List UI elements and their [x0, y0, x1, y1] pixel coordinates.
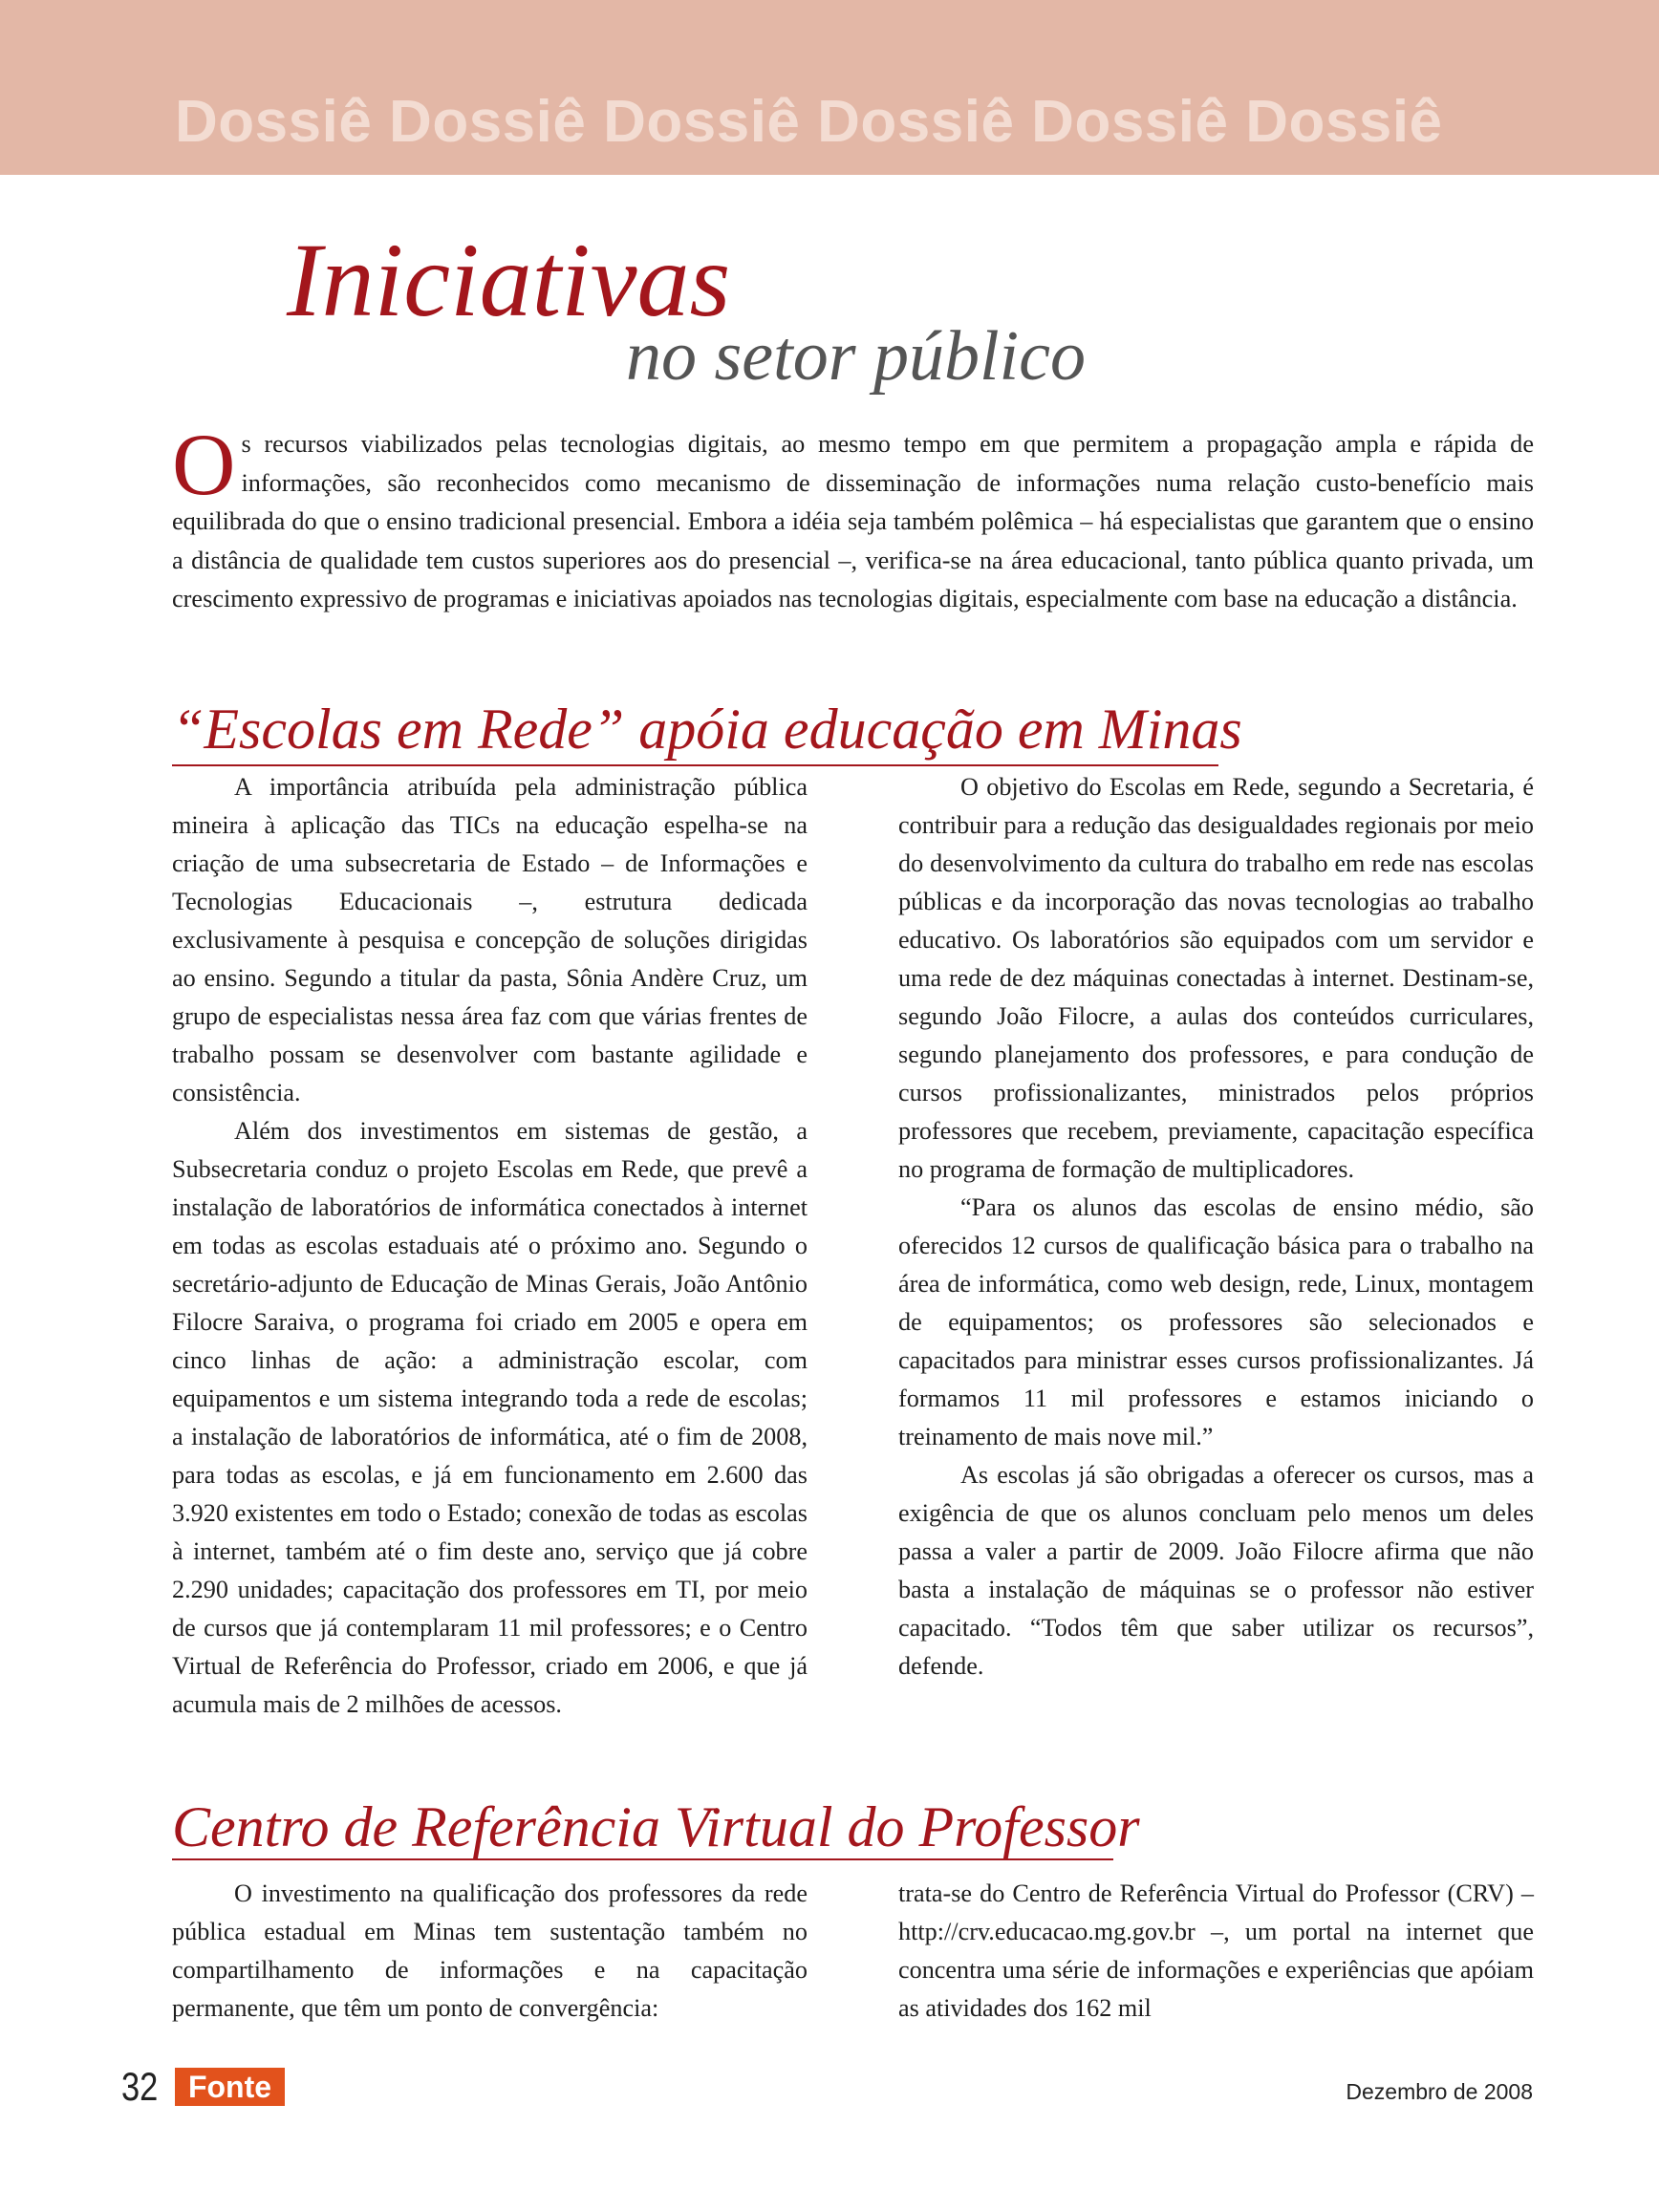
issue-date: Dezembro de 2008 [1346, 2079, 1533, 2104]
column-right [898, 1875, 1534, 2028]
page-title: Iniciativas [287, 222, 731, 338]
paragraph: O objetivo do Escolas em Rede, segundo a Secretaria, é contribuir para a redução das desigualdades regionais por meio do desenvolvimento da cultura do trabalho em rede nas escolas públicas e da incorporação das novas tecnologias ao trabalho educativo. Os laboratórios são equipados com um servidor e uma rede de dez máquinas conectadas à internet. Destinam-se, segundo João Filocre, a aulas dos conteúdos curriculares, segundo planejamento dos professores, e para condução de cursos profissionalizantes, ministrados pelos próprios professores que recebem, previamente, capacitação específica no programa de formação de multiplicadores. [898, 773, 1534, 1183]
column-left [172, 768, 808, 1724]
heading-rule [172, 1858, 1113, 1860]
column-right [898, 768, 1534, 1686]
column-left [172, 1875, 808, 2028]
paragraph: A importância atribuída pela administração pública mineira à aplicação das TICs na educação espelha-se na criação de uma subsecretaria de Estado – de Informações e Tecnologias Educacionais –, estrutura dedicada exclusivamente à pesquisa e concepção de soluções dirigidas ao ensino. Segundo a titular da pasta, Sônia Andère Cruz, um grupo de especialistas nessa área faz com que várias frentes de trabalho possam se desenvolver com bastante agilidade e consistência. [172, 773, 808, 1106]
paragraph: Além dos investimentos em sistemas de gestão, a Subsecretaria conduz o projeto Escolas em Rede, que prevê a instalação de laboratórios de informática conectados à internet em todas as escolas estaduais até o próximo ano. Segundo o secretário-adjunto de Educação de Minas Gerais, João Antônio Filocre Saraiva, o programa foi criado em 2005 e opera em cinco linhas de ação: a administração escolar, com equipamentos e um sistema integrando toda a rede de escolas; a instalação de laboratórios de informática, até o fim de 2008, para todas as escolas, e já em funcionamento em 2.600 das 3.920 existentes em todo o Estado; conexão de todas as escolas à internet, também até o fim deste ano, serviço que já cobre 2.290 unidades; capacitação dos professores em TI, por meio de cursos que já contemplaram 11 mil professores; e o Centro Virtual de Referência do Professor, criado em 2006, e que já acumula mais de 2 milhões de acessos. [172, 1117, 808, 1718]
paragraph: As escolas já são obrigadas a oferecer os cursos, mas a exigência de que os alunos concluam pelo menos um deles passa a valer a partir de 2009. João Filocre afirma que não basta a instalação de máquinas se o professor não estiver capacitado. “Todos têm que saber utilizar os recursos”, defende. [898, 1461, 1534, 1680]
heading-rule [172, 764, 1218, 766]
paragraph: “Para os alunos das escolas de ensino médio, são oferecidos 12 cursos de qualificação básica para o trabalho na área de informática, como web design, rede, Linux, montagem de equipamentos; os professores são selecionados e capacitados para ministrar esses cursos profissionalizantes. Já formamos 11 mil professores e estamos iniciando o treinamento de mais nove mil.” [898, 1193, 1534, 1450]
section-heading-escolas: “Escolas em Rede” apóia educação em Minas [172, 698, 1242, 761]
paragraph: O investimento na qualificação dos professores da rede pública estadual em Minas tem sustentação também no compartilhamento de informações e na capacitação permanente, que têm um ponto de convergência: [172, 1879, 808, 2022]
page-number: 32 [121, 2064, 159, 2109]
section-label: Dossiê Dossiê Dossiê Dossiê Dossiê Dossiê [175, 89, 1443, 155]
header-banner [0, 0, 1659, 175]
drop-cap: O [172, 416, 236, 513]
section-heading-centro: Centro de Referência Virtual do Professor [172, 1795, 1140, 1858]
intro-paragraph [172, 416, 1534, 619]
page-subtitle: no setor público [626, 317, 1086, 396]
intro-text: s recursos viabilizados pelas tecnologias digitais, ao mesmo tempo em que permitem a propagação ampla e rápida de informações, são reconhecidos como mecanismo de disseminação de informações numa relação custo-benefício mais equilibrada do que o ensino tradicional presencial. Embora a idéia seja também polêmica – há especialistas que garantem que o ensino a distância de qualidade tem custos superiores aos do presencial –, verifica-se na área educacional, tanto pública quanto privada, um crescimento expressivo de programas e iniciativas apoiados nas tecnologias digitais, especialmente com base na educação a distância. [172, 430, 1534, 612]
magazine-logo: Fonte [175, 2068, 285, 2106]
paragraph: trata-se do Centro de Referência Virtual do Professor (CRV) – http://crv.educacao.mg.gov.br –, um portal na internet que concentra uma série de informações e experiências que apóiam as atividades dos 162 mil [898, 1879, 1534, 2022]
